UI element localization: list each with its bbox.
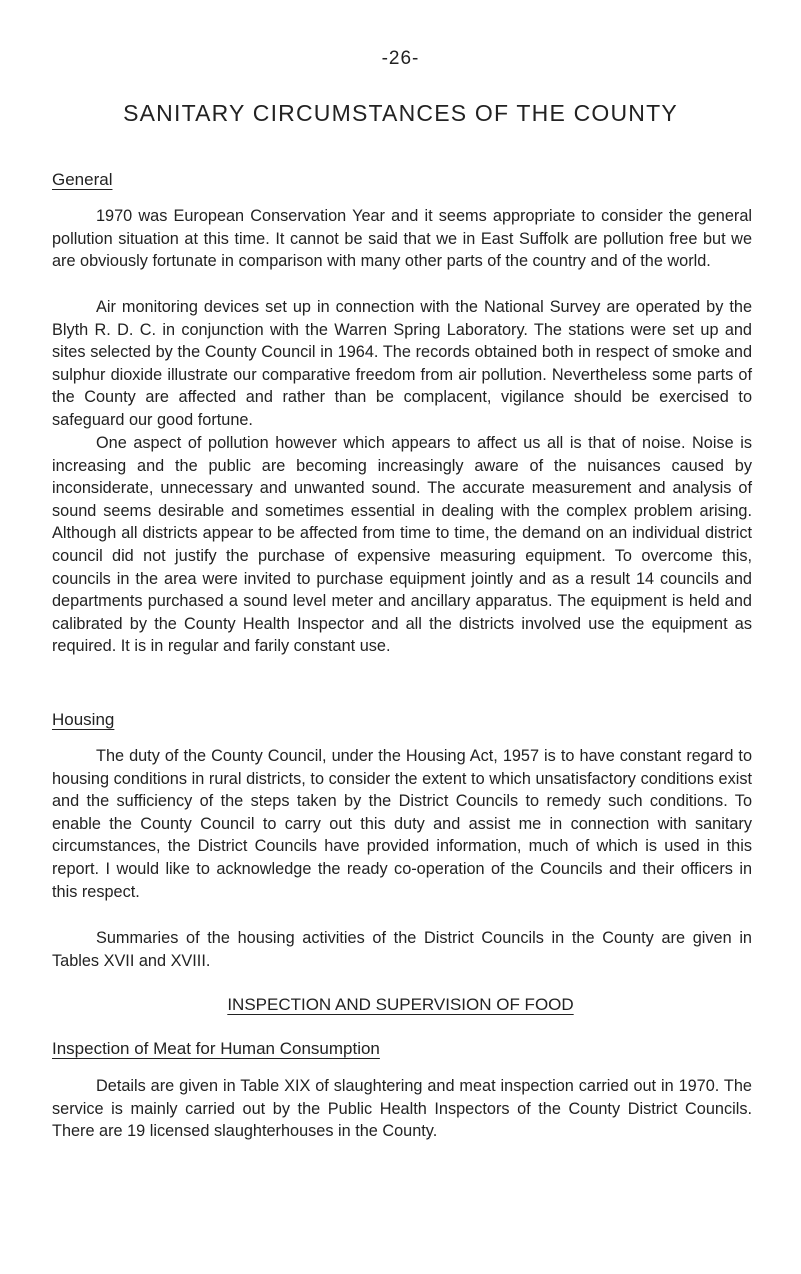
heading-general: General [52, 170, 113, 189]
subheading-meat-inspection: Inspection of Meat for Human Consumption [52, 1039, 380, 1058]
page-title: SANITARY CIRCUMSTANCES OF THE COUNTY [123, 100, 678, 126]
heading-housing: Housing [52, 710, 115, 729]
paragraph-general-2: Air monitoring devices set up in connection with the National Survey are operated by the Blyth R. D. C. in conjunction with the Warren Spring Laboratory. The stations were set up and sites selected by the County Council in 1964. The records obtained both in respect of smoke and sulphur dioxide illustrate our comparative freedom from air pollution. Nevertheless some parts of the County are affected and rather than be complacent, vigilance should be exercised to safeguard our good fortune. [52, 298, 752, 429]
heading-food-inspection: INSPECTION AND SUPERVISION OF FOOD [227, 995, 574, 1014]
paragraph-housing-2: Summaries of the housing activities of the District Councils in the County are given in Tables XVII and XVIII. [52, 929, 752, 970]
paragraph-general-3: One aspect of pollution however which appears to affect us all is that of noise. Noise is increasing and the public are becoming increasingly aware of the nuisances caused by inconsiderate, unnecessary and unwanted sound. The accurate measurement and analysis of sound seems desirable and sometimes essential in dealing with the complex problem arising. Although all districts appear to be affected from time to time, the demand on an individual district council did not justify the purchase of expensive measuring equipment. To overcome this, councils in the area were invited to purchase equipment jointly and as a result 14 councils and departments purchased a sound level meter and ancillary apparatus. The equipment is held and calibrated by the County Health Inspector and all the districts involved use the equipment as required. It is in regular and farily constant use. [52, 434, 752, 656]
paragraph-meat-1: Details are given in Table XIX of slaughtering and meat inspection carried out in 1970. The service is mainly carried out by the Public Health Inspectors of the County District Councils. There are 19 licensed slaughterhouses in the County. [52, 1077, 752, 1141]
paragraph-housing-1: The duty of the County Council, under the Housing Act, 1957 is to have constant regard to housing conditions in rural districts, to consider the extent to which unsatisfactory conditions exist and the sufficiency of the steps taken by the District Councils to remedy such conditions. To enable the County Council to carry out this duty and assist me in connection with sanitary circumstances, the District Councils have provided information, much of which is used in this report. I would like to acknowledge the ready co-operation of the Councils and their officers in this respect. [52, 747, 752, 901]
paragraph-general-1: 1970 was European Conservation Year and it seems appropriate to consider the general pollution situation at this time. It cannot be said that we in East Suffolk are pollution free but we are obviously fortunate in comparison with many other parts of the country and of the world. [52, 207, 752, 271]
page-number: -26- [381, 48, 420, 69]
